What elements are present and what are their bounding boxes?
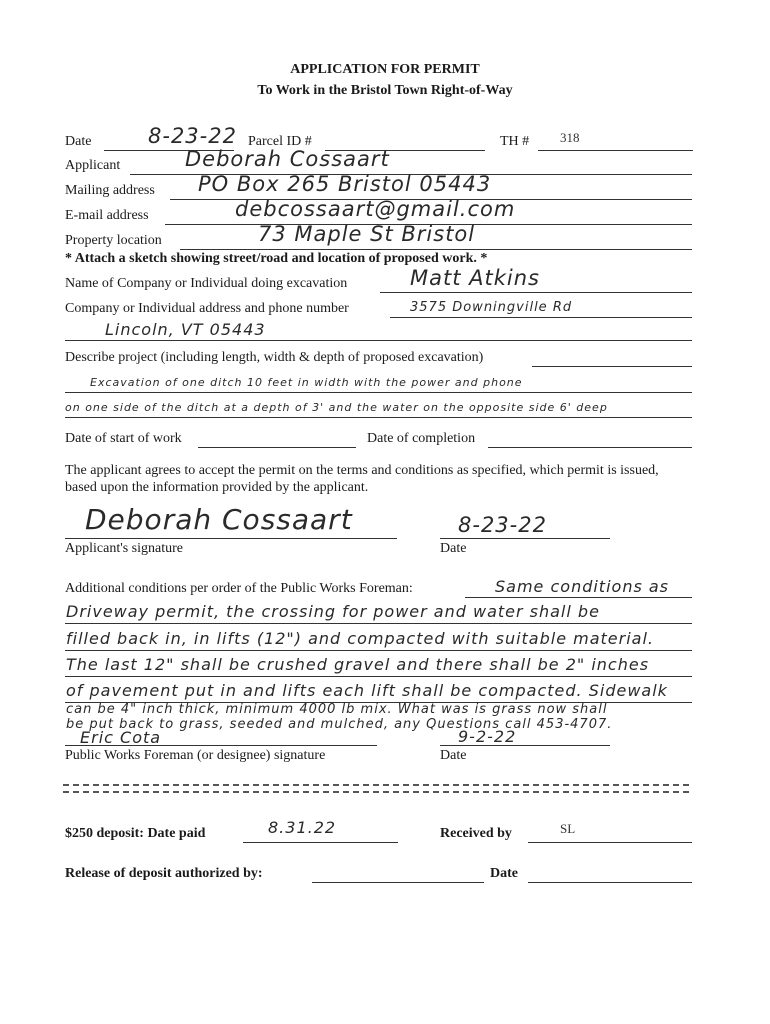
foreman-date-value[interactable]: 9-2-22 bbox=[458, 727, 517, 746]
received-by-value[interactable]: SL bbox=[560, 821, 576, 836]
applicant-label: Applicant bbox=[65, 158, 121, 173]
email-value[interactable]: debcossaart@gmail.com bbox=[235, 197, 516, 221]
release-authorized-label: Release of deposit authorized by: bbox=[65, 866, 263, 881]
company-name-label: Name of Company or Individual doing excavation bbox=[65, 276, 348, 291]
date-label: Date bbox=[65, 134, 92, 149]
property-location-line bbox=[180, 249, 692, 250]
start-date-label: Date of start of work bbox=[65, 431, 182, 446]
applicant-date-value[interactable]: 8-23-22 bbox=[458, 513, 547, 537]
email-label: E-mail address bbox=[65, 208, 149, 223]
received-by-line bbox=[528, 842, 692, 843]
company-name-value[interactable]: Matt Atkins bbox=[410, 266, 540, 290]
property-location-label: Property location bbox=[65, 233, 162, 248]
conditions-value-5[interactable]: can be 4" inch thick, minimum 4000 lb mix. What was is grass now shall bbox=[66, 702, 608, 717]
completion-date-line bbox=[488, 447, 692, 448]
conditions-value-2[interactable]: filled back in, in lifts (12") and compacted with suitable material. bbox=[66, 629, 655, 648]
applicant-value[interactable]: Deborah Cossaart bbox=[185, 147, 390, 171]
property-location-value[interactable]: 73 Maple St Bristol bbox=[258, 222, 476, 246]
company-address-value-1[interactable]: 3575 Downingville Rd bbox=[410, 300, 573, 315]
sketch-note: * Attach a sketch showing street/road and location of proposed work. * bbox=[65, 251, 488, 266]
describe-project-label: Describe project (including length, width & depth of proposed excavation) bbox=[65, 350, 484, 365]
received-by-label: Received by bbox=[440, 826, 512, 841]
th-value[interactable]: 318 bbox=[560, 130, 580, 145]
foreman-date-label: Date bbox=[440, 748, 467, 763]
conditions-value-6[interactable]: be put back to grass, seeded and mulched, any Questions call 453-4707. bbox=[66, 717, 613, 732]
conditions-label: Additional conditions per order of the Public Works Foreman: bbox=[65, 581, 413, 596]
form-title: APPLICATION FOR PERMIT bbox=[290, 62, 480, 77]
describe-line-1 bbox=[65, 392, 692, 393]
conditions-value-3[interactable]: The last 12" shall be crushed gravel and there shall be 2" inches bbox=[66, 655, 650, 674]
conditions-value-0[interactable]: Same conditions as bbox=[495, 577, 670, 596]
conditions-line-3 bbox=[65, 676, 692, 677]
describe-value-2[interactable]: on one side of the ditch at a depth of 3' and the water on the opposite side 6' deep bbox=[65, 401, 608, 414]
deposit-date-paid-value[interactable]: 8.31.22 bbox=[268, 818, 337, 837]
applicant-signature-line bbox=[65, 538, 397, 539]
company-address-line bbox=[390, 317, 692, 318]
conditions-line-2 bbox=[65, 650, 692, 651]
foreman-signature[interactable]: Eric Cota bbox=[80, 728, 162, 747]
describe-line-2 bbox=[65, 417, 692, 418]
applicant-date-label: Date bbox=[440, 541, 467, 556]
release-date-line bbox=[528, 882, 692, 883]
deposit-date-paid-label: $250 deposit: Date paid bbox=[65, 826, 206, 841]
foreman-signature-label: Public Works Foreman (or designee) signature bbox=[65, 748, 326, 763]
conditions-value-1[interactable]: Driveway permit, the crossing for power and water shall be bbox=[66, 602, 600, 621]
applicant-signature[interactable]: Deborah Cossaart bbox=[85, 503, 353, 536]
agreement-text: The applicant agrees to accept the permit on the terms and conditions as specified, which permit is issued, based upon the information provided by the applicant. bbox=[65, 463, 659, 495]
parcel-id-label: Parcel ID # bbox=[248, 134, 312, 149]
completion-date-label: Date of completion bbox=[367, 431, 476, 446]
deposit-date-paid-line bbox=[243, 842, 398, 843]
th-line bbox=[538, 150, 693, 151]
form-subtitle: To Work in the Bristol Town Right-of-Way bbox=[257, 83, 513, 98]
conditions-line-0 bbox=[465, 597, 692, 598]
start-date-line bbox=[198, 447, 356, 448]
section-divider bbox=[63, 784, 689, 793]
describe-value-1[interactable]: Excavation of one ditch 10 feet in width with the power and phone bbox=[90, 376, 523, 389]
applicant-signature-label: Applicant's signature bbox=[65, 541, 183, 556]
applicant-date-line bbox=[440, 538, 610, 539]
company-name-line bbox=[380, 292, 692, 293]
mailing-address-value[interactable]: PO Box 265 Bristol 05443 bbox=[198, 172, 492, 196]
mailing-address-label: Mailing address bbox=[65, 183, 155, 198]
release-authorized-line bbox=[312, 882, 484, 883]
conditions-line-1 bbox=[65, 623, 692, 624]
describe-line-0 bbox=[532, 366, 692, 367]
release-date-label: Date bbox=[490, 866, 518, 881]
th-label: TH # bbox=[500, 134, 530, 149]
conditions-value-4[interactable]: of pavement put in and lifts each lift shall be compacted. Sidewalk bbox=[66, 681, 668, 700]
company-address-value-2[interactable]: Lincoln, VT 05443 bbox=[105, 320, 266, 339]
date-value[interactable]: 8-23-22 bbox=[148, 124, 237, 148]
company-address-line-2 bbox=[65, 340, 692, 341]
company-address-label: Company or Individual address and phone number bbox=[65, 301, 349, 316]
